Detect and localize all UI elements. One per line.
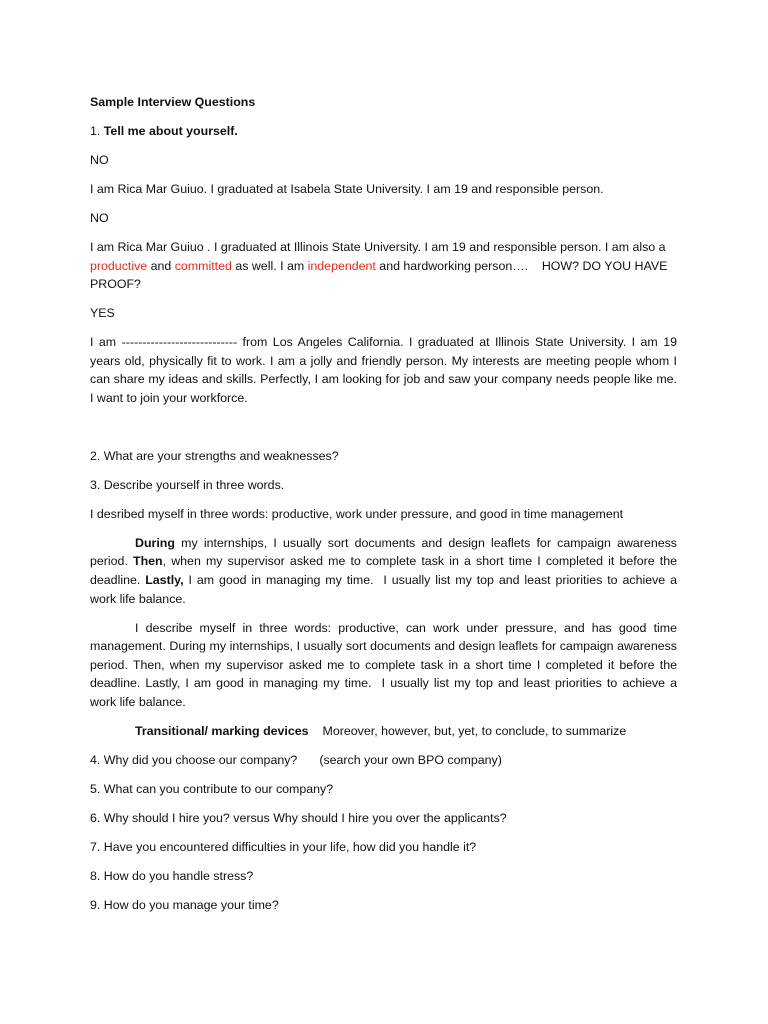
question-3-answer: I desribed myself in three words: productive, work under pressure, and good in time management (90, 506, 624, 521)
question-7: 7. Have you encountered difficulties in your life, how did you handle it? (90, 839, 477, 854)
marker-during: During (135, 535, 175, 550)
paragraph-describe: I describe myself in three words: productive, can work under pressure, and has good time management. During my internships, I usually sort documents and design leaflets for campaign awareness period. Then, when my supervisor asked me to complete task in a short time I completed it before the deadline. Lastly, I am good in managing my time. I usually list my top and least priorities to achieve a work life balance. (90, 620, 684, 709)
question-1 (90, 122, 677, 141)
answer-2-part-2: and (147, 258, 175, 273)
document-page (90, 93, 684, 925)
highlight-productive: productive (90, 258, 148, 273)
answer-2-part-1: I am Rica Mar Guiuo . I graduated at Illinois State University. I am 19 and responsible person. I am also a (90, 239, 666, 254)
document-title: Sample Interview Questions (90, 95, 256, 109)
question-1-text: Tell me about yourself. (103, 123, 238, 138)
question-3: 3. Describe yourself in three words. (90, 477, 285, 492)
answer-verdict-yes: YES (90, 306, 115, 321)
answer-verdict-no-1: NO (90, 152, 109, 167)
during-text-3: I am good in managing my time. I usually list my top and least priorities to achieve a work life balance. (90, 572, 681, 606)
answer-2-part-4: and hardworking person…. HOW? DO YOU HAVE PROOF? (90, 258, 671, 292)
transitional-label: Transitional/ marking devices (135, 723, 309, 738)
answer-example-1: I am Rica Mar Guiuo. I graduated at Isabela State University. I am 19 and responsible person. (90, 181, 604, 196)
paragraph-during (90, 534, 681, 608)
question-9: 9. How do you manage your time? (90, 897, 279, 912)
question-4 (90, 751, 677, 770)
blank-line (90, 418, 677, 447)
transitional-devices (90, 722, 677, 741)
answer-2-part-3: as well. I am (231, 258, 308, 273)
transitional-text: Moreover, however, but, yet, to conclude, to summarize (322, 723, 627, 738)
question-2: 2. What are your strengths and weaknesses? (90, 448, 339, 463)
highlight-committed: committed (174, 258, 232, 273)
highlight-independent: independent (307, 258, 376, 273)
answer-example-2 (90, 238, 677, 294)
during-text-1: my internships, I usually sort documents and design leaflets for campaign awareness period. (90, 535, 677, 569)
question-8: 8. How do you handle stress? (90, 868, 254, 883)
question-5: 5. What can you contribute to our company? (90, 781, 334, 796)
marker-then: Then (133, 554, 163, 569)
question-1-number: 1. (90, 123, 104, 138)
during-text-2: , when my supervisor asked me to complete task in a short time I completed it before the deadline. (90, 554, 677, 587)
answer-example-3: I am ---------------------------- from Los Angeles California. I graduated at Illinois State University. I am 19 years old, physically fit to work. I am a jolly and friendly person. My interests are meeting people whom I can share my ideas and skills. Perfectly, I am looking for job and saw your company needs people like me. I want to join your workforce. (90, 335, 677, 405)
question-6: 6. Why should I hire you? versus Why should I hire you over the applicants? (90, 810, 507, 825)
question-4-note: (search your own BPO company) (319, 752, 502, 767)
answer-verdict-no-2: NO (90, 210, 109, 225)
marker-lastly: Lastly, (145, 572, 184, 587)
question-4-text: 4. Why did you choose our company? (90, 752, 298, 767)
